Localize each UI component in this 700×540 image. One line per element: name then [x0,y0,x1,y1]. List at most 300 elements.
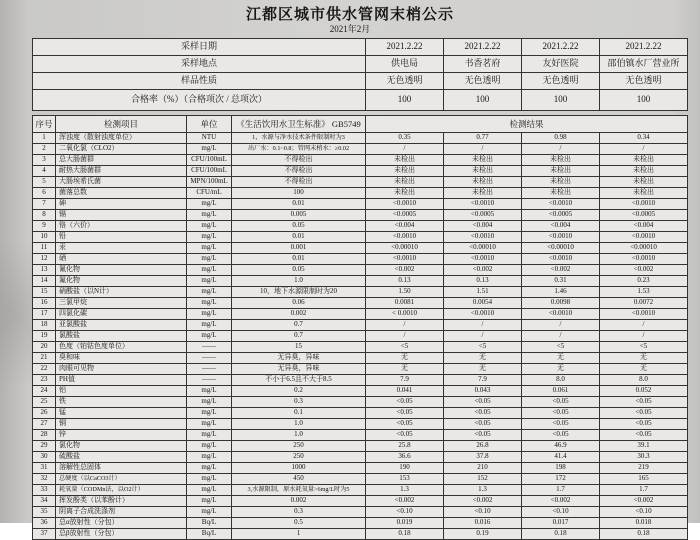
cell-result: / [444,320,522,331]
cell-result: / [522,144,600,155]
cell-result: <0.0010 [600,309,688,320]
result-row [33,507,688,518]
cell-result: <0.0010 [366,232,444,243]
cell-result: 0.019 [366,518,444,529]
cell-result: <5 [444,342,522,353]
cell-result: 0.31 [522,276,600,287]
cell-result: <0.05 [600,408,688,419]
result-row [33,188,688,199]
cell-unit: mg/L [187,232,232,243]
info-row [33,39,688,56]
cell-item: 汞 [56,243,187,254]
result-row [33,199,688,210]
results-body [33,116,688,540]
cell-result: 0.98 [522,133,600,144]
cell-no: 22 [33,364,56,375]
cell-result: <0.004 [366,221,444,232]
cell-standard: 250 [232,452,366,463]
info-value-cell: 100 [444,90,522,111]
cell-result: <0.002 [600,496,688,507]
cell-item: 氯酸盐 [56,331,187,342]
cell-result: / [444,144,522,155]
cell-result: 0.35 [366,133,444,144]
cell-result: 1.3 [444,485,522,496]
cell-result: / [366,320,444,331]
cell-standard: 1 [232,529,366,540]
cell-unit: —— [187,342,232,353]
cell-result: <0.004 [444,221,522,232]
result-row [33,243,688,254]
result-row [33,463,688,474]
cell-result: <0.002 [522,496,600,507]
cell-no: 21 [33,353,56,364]
cell-result: 无 [522,364,600,375]
cell-item: 阴离子合成洗涤剂 [56,507,187,518]
cell-result: 未检出 [600,188,688,199]
info-value-cell: 邵伯镇水厂营业所 [600,56,688,73]
cell-standard: 1.0 [232,276,366,287]
cell-result: 198 [522,463,600,474]
cell-standard: 0.2 [232,386,366,397]
cell-result: <0.0010 [600,232,688,243]
cell-no: 32 [33,474,56,485]
cell-result: 39.1 [600,441,688,452]
cell-result: 未检出 [600,166,688,177]
cell-item: 铬（六价） [56,221,187,232]
cell-item: 氟化物 [56,276,187,287]
result-row [33,320,688,331]
cell-unit: mg/L [187,309,232,320]
cell-result: <0.05 [522,397,600,408]
cell-standard: 0.05 [232,221,366,232]
cell-standard: 0.05 [232,265,366,276]
cell-no: 33 [33,485,56,496]
info-row-label: 合格率（%）（合格项次 / 总项次） [33,90,366,111]
cell-standard: 0.01 [232,199,366,210]
cell-result: <0.002 [366,496,444,507]
cell-result: 0.0098 [522,298,600,309]
cell-standard: 0.7 [232,331,366,342]
cell-result: 153 [366,474,444,485]
cell-no: 13 [33,265,56,276]
cell-unit: mg/L [187,298,232,309]
cell-result: 152 [444,474,522,485]
cell-unit: mg/L [187,320,232,331]
cell-item: PH值 [56,375,187,386]
cell-result: <0.05 [600,397,688,408]
cell-result: <0.004 [522,221,600,232]
cell-result: 未检出 [522,188,600,199]
cell-standard: 0.005 [232,210,366,221]
info-value-cell: 书香茗府 [444,56,522,73]
cell-standard: 3,水源限制，原水耗氧量>6mg/L时为5 [232,485,366,496]
result-row [33,441,688,452]
cell-result: <0.05 [366,408,444,419]
cell-no: 2 [33,144,56,155]
cell-result: 0.18 [600,529,688,540]
cell-result: <0.0010 [522,309,600,320]
cell-standard: 不小于6.5且不大于8.5 [232,375,366,386]
cell-result: 0.34 [600,133,688,144]
info-value-cell: 100 [600,90,688,111]
cell-unit: mg/L [187,221,232,232]
cell-no: 19 [33,331,56,342]
cell-item: 大肠埃希氏菌 [56,177,187,188]
cell-result: 0.061 [522,386,600,397]
cell-result: / [366,144,444,155]
page-title: 江都区城市供水管网末梢公示 [245,6,454,23]
cell-result: <0.00010 [522,243,600,254]
cell-result: 未检出 [444,177,522,188]
result-row [33,485,688,496]
cell-result: <0.002 [444,265,522,276]
cell-standard: 1.0 [232,419,366,430]
cell-standard: 1，水源与净水技术条件限制时为3 [232,133,366,144]
cell-no: 23 [33,375,56,386]
cell-item: 铅 [56,232,187,243]
result-row [33,430,688,441]
cell-standard: 10，地下水源限制时为20 [232,287,366,298]
result-row [33,133,688,144]
sample-info-body [33,39,688,111]
header-no: 序号 [33,116,56,133]
cell-unit: mg/L [187,419,232,430]
cell-result: 0.13 [366,276,444,287]
info-value-cell: 供电局 [366,56,444,73]
cell-standard: 0.01 [232,232,366,243]
cell-result: <5 [366,342,444,353]
cell-result: <0.05 [444,397,522,408]
cell-result: 未检出 [444,166,522,177]
cell-no: 16 [33,298,56,309]
cell-result: 25.8 [366,441,444,452]
cell-item: 耐热大肠菌群 [56,166,187,177]
cell-result: / [366,331,444,342]
header-item: 检测项目 [56,116,187,133]
cell-no: 31 [33,463,56,474]
cell-result: <0.05 [444,419,522,430]
cell-result: <0.05 [600,430,688,441]
cell-standard: 0.01 [232,254,366,265]
cell-unit: mg/L [187,507,232,518]
cell-unit: mg/L [187,485,232,496]
cell-result: <0.10 [600,507,688,518]
result-row [33,397,688,408]
cell-result: <0.0005 [522,210,600,221]
info-value-cell: 2021.2.22 [444,39,522,56]
cell-standard: 1000 [232,463,366,474]
cell-result: 无 [600,364,688,375]
cell-item: 总硬度（以CaCO3计） [56,474,187,485]
cell-standard: 15 [232,342,366,353]
cell-no: 17 [33,309,56,320]
result-row [33,408,688,419]
cell-item: 菌落总数 [56,188,187,199]
cell-result: <0.05 [366,430,444,441]
cell-result: 0.18 [522,529,600,540]
info-value-cell: 2021.2.22 [600,39,688,56]
cell-no: 18 [33,320,56,331]
cell-result: 未检出 [600,177,688,188]
cell-unit: CFU/100mL [187,166,232,177]
cell-item: 铜 [56,419,187,430]
cell-result: 0.19 [444,529,522,540]
cell-result: <0.0005 [366,210,444,221]
cell-result: 36.6 [366,452,444,463]
info-row [33,90,688,111]
info-row-label: 采样日期 [33,39,366,56]
cell-result: <0.10 [522,507,600,518]
cell-item: 总α放射性（分包） [56,518,187,529]
result-row [33,474,688,485]
cell-no: 15 [33,287,56,298]
cell-result: <0.05 [366,397,444,408]
cell-result: 0.0081 [366,298,444,309]
cell-no: 3 [33,155,56,166]
cell-unit: mg/L [187,397,232,408]
cell-standard: 0.002 [232,309,366,320]
cell-unit: mg/L [187,287,232,298]
cell-result: / [600,320,688,331]
cell-result: <0.0010 [600,199,688,210]
cell-unit: CFU/100mL [187,155,232,166]
info-row [33,73,688,90]
cell-unit: CFU/mL [187,188,232,199]
cell-result: 0.043 [444,386,522,397]
cell-result: <0.05 [444,430,522,441]
cell-item: 溶解性总固体 [56,463,187,474]
cell-standard: 不得检出 [232,155,366,166]
result-row [33,452,688,463]
cell-result: 0.018 [600,518,688,529]
cell-unit: Bq/L [187,518,232,529]
cell-result: 1.46 [522,287,600,298]
cell-result: 0.016 [444,518,522,529]
cell-result: 7.9 [366,375,444,386]
cell-result: 1.50 [366,287,444,298]
cell-result: <0.05 [522,430,600,441]
cell-result: 46.9 [522,441,600,452]
sample-info-table [32,38,688,111]
cell-no: 8 [33,210,56,221]
cell-unit: mg/L [187,144,232,155]
cell-result: 未检出 [522,177,600,188]
result-row [33,155,688,166]
cell-unit: —— [187,375,232,386]
cell-standard: 0.5 [232,518,366,529]
cell-result: 0.23 [600,276,688,287]
cell-item: 硫酸盐 [56,452,187,463]
cell-result: <5 [522,342,600,353]
cell-result: <0.002 [600,265,688,276]
cell-unit: mg/L [187,254,232,265]
cell-result: 1.53 [600,287,688,298]
info-value-cell: 无色透明 [366,73,444,90]
cell-no: 4 [33,166,56,177]
cell-standard: 出厂水：0.1~0.8；管网末梢水：≥0.02 [232,144,366,155]
cell-result: 1.51 [444,287,522,298]
result-row [33,309,688,320]
cell-result: 0.041 [366,386,444,397]
cell-result: <0.0010 [444,254,522,265]
cell-result: <0.0010 [366,199,444,210]
cell-standard: 0.7 [232,320,366,331]
cell-unit: mg/L [187,210,232,221]
cell-standard: 100 [232,188,366,199]
result-row [33,298,688,309]
cell-item: 铁 [56,397,187,408]
info-value-cell: 100 [522,90,600,111]
cell-item: 色度（铂钴色度单位） [56,342,187,353]
cell-result: 未检出 [522,155,600,166]
result-row [33,529,688,540]
cell-item: 四氯化碳 [56,309,187,320]
cell-standard: 不得检出 [232,177,366,188]
result-row [33,331,688,342]
cell-standard: 无异臭，异味 [232,364,366,375]
cell-standard: 0.3 [232,507,366,518]
cell-result: 190 [366,463,444,474]
cell-result: 无 [366,353,444,364]
cell-result: <0.05 [522,408,600,419]
cell-result: 0.18 [366,529,444,540]
cell-result: <0.10 [366,507,444,518]
cell-standard: 0.1 [232,408,366,419]
cell-item: 浑浊度（散射浊度单位） [56,133,187,144]
cell-no: 5 [33,177,56,188]
cell-item: 铝 [56,386,187,397]
cell-item: 三氯甲烷 [56,298,187,309]
cell-no: 20 [33,342,56,353]
info-value-cell: 无色透明 [600,73,688,90]
cell-no: 6 [33,188,56,199]
result-row [33,364,688,375]
cell-no: 9 [33,221,56,232]
cell-item: 锌 [56,430,187,441]
cell-result: 未检出 [366,166,444,177]
cell-unit: mg/L [187,496,232,507]
cell-standard: 无异臭，异味 [232,353,366,364]
cell-result: <0.0005 [444,210,522,221]
cell-result: <0.0010 [444,309,522,320]
header-unit: 单位 [187,116,232,133]
cell-result: 7.9 [444,375,522,386]
cell-result: 8.0 [522,375,600,386]
cell-unit: mg/L [187,452,232,463]
result-row [33,353,688,364]
cell-unit: mg/L [187,441,232,452]
info-value-cell: 无色透明 [522,73,600,90]
cell-no: 26 [33,408,56,419]
cell-standard: 250 [232,441,366,452]
cell-result: <0.002 [522,265,600,276]
cell-item: 肉眼可见物 [56,364,187,375]
result-row [33,221,688,232]
cell-unit: mg/L [187,243,232,254]
cell-result: <0.10 [444,507,522,518]
info-value-cell: 100 [366,90,444,111]
cell-result: <0.05 [522,419,600,430]
cell-unit: mg/L [187,408,232,419]
info-value-cell: 无色透明 [444,73,522,90]
cell-no: 12 [33,254,56,265]
info-value-cell: 2021.2.22 [522,39,600,56]
cell-result: 165 [600,474,688,485]
cell-unit: Bq/L [187,529,232,540]
cell-item: 硝酸盐（以N计） [56,287,187,298]
info-value-cell: 友好医院 [522,56,600,73]
header-standard: 《生活饮用水卫生标准》 GB5749 [232,116,366,133]
cell-result: 219 [600,463,688,474]
cell-result: 0.77 [444,133,522,144]
info-value-cell: 2021.2.22 [366,39,444,56]
result-row [33,177,688,188]
cell-unit: —— [187,353,232,364]
result-row [33,496,688,507]
cell-standard: 不得检出 [232,166,366,177]
result-row [33,144,688,155]
cell-result: 41.4 [522,452,600,463]
cell-no: 25 [33,397,56,408]
cell-result: <0.002 [366,265,444,276]
cell-result: 0.0054 [444,298,522,309]
result-row [33,210,688,221]
result-row [33,287,688,298]
cell-result: 无 [600,353,688,364]
cell-no: 24 [33,386,56,397]
cell-result: <0.0010 [522,232,600,243]
info-row-label: 样品性质 [33,73,366,90]
cell-result: 未检出 [444,188,522,199]
cell-result: <0.0010 [366,254,444,265]
cell-standard: 0.002 [232,496,366,507]
cell-result: / [600,144,688,155]
cell-standard: 0.3 [232,397,366,408]
cell-result: <0.0010 [600,254,688,265]
cell-result: 无 [444,353,522,364]
cell-item: 挥发酚类（以苯酚计） [56,496,187,507]
cell-no: 29 [33,441,56,452]
cell-item: 锰 [56,408,187,419]
cell-result: <0.0010 [522,254,600,265]
cell-result: <0.00010 [600,243,688,254]
cell-result: 0.017 [522,518,600,529]
cell-unit: mg/L [187,430,232,441]
cell-result: <0.00010 [444,243,522,254]
cell-item: 亚氯酸盐 [56,320,187,331]
cell-item: 总β放射性（分包） [56,529,187,540]
header-results: 检测结果 [366,116,688,133]
cell-item: 镉 [56,210,187,221]
result-row [33,375,688,386]
cell-standard: 0.001 [232,243,366,254]
cell-result: <5 [600,342,688,353]
results-table [32,115,688,540]
cell-unit: MPN/100mL [187,177,232,188]
cell-no: 34 [33,496,56,507]
cell-item: 硒 [56,254,187,265]
cell-result: <0.05 [600,419,688,430]
cell-result: <0.05 [444,408,522,419]
cell-result: / [444,331,522,342]
result-row [33,386,688,397]
cell-result: 1.7 [522,485,600,496]
cell-result: 0.052 [600,386,688,397]
cell-no: 10 [33,232,56,243]
cell-result: <0.00010 [366,243,444,254]
cell-no: 14 [33,276,56,287]
cell-result: 未检出 [366,177,444,188]
